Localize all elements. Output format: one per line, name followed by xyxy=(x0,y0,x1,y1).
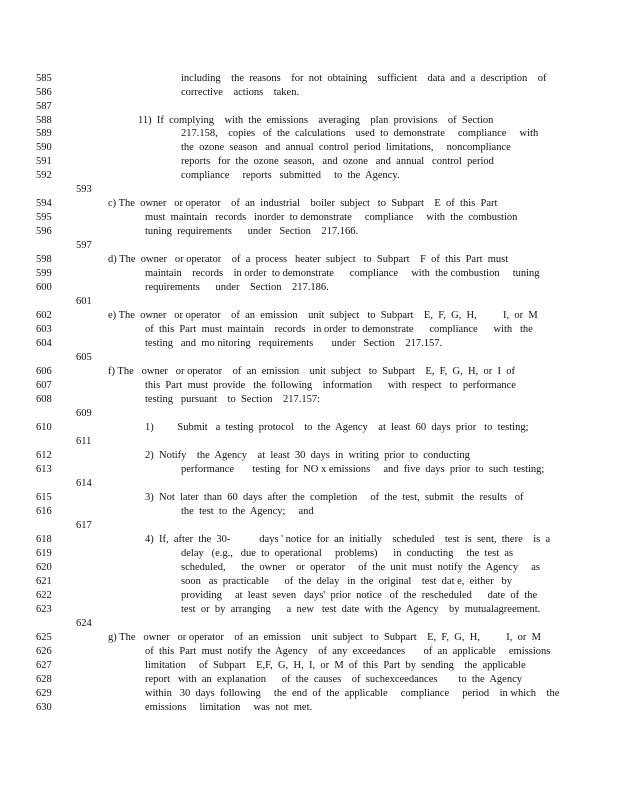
line-text-607: this Part must provide the following information with respect to performance xyxy=(145,380,516,391)
line-text-625: g) The owner or operator of an emission unit subject to Subpart E, F, G, H, I, or M xyxy=(108,632,541,643)
line-number-596: 596 xyxy=(36,226,52,237)
line-number-614: 614 xyxy=(76,478,92,489)
line-number-597: 597 xyxy=(76,240,92,251)
line-text-619: delay (e.g., due to operational problems) in conducting the test as xyxy=(181,548,514,559)
line-text-620: scheduled, the owner or operator of the unit must notify the Agency as xyxy=(181,562,540,573)
line-number-612: 612 xyxy=(36,450,52,461)
line-number-622: 622 xyxy=(36,590,52,601)
line-number-623: 623 xyxy=(36,604,52,615)
line-number-595: 595 xyxy=(36,212,52,223)
line-number-587: 587 xyxy=(36,101,52,112)
line-text-592: compliance reports submitted to the Agency. xyxy=(181,170,400,181)
line-text-618: 4) If, after the 30- days ' notice for an initially scheduled test is sent, there is a xyxy=(145,534,551,545)
line-text-589: 217.158, copies of the calculations used to demonstrate compliance with xyxy=(181,128,539,139)
line-number-589: 589 xyxy=(36,128,52,139)
line-text-598: d) The owner or operator of a process heater subject to Subpart F of this Part must xyxy=(108,254,509,265)
line-number-624: 624 xyxy=(76,618,92,629)
line-number-620: 620 xyxy=(36,562,52,573)
line-text-585: including the reasons for not obtaining sufficient data and a description of xyxy=(181,73,547,84)
line-number-606: 606 xyxy=(36,366,52,377)
line-number-601: 601 xyxy=(76,296,92,307)
line-number-629: 629 xyxy=(36,688,52,699)
line-text-627: limitation of Subpart E,F, G, H, I, or M of this Part by sending the applicable xyxy=(145,660,526,671)
line-number-603: 603 xyxy=(36,324,52,335)
line-number-616: 616 xyxy=(36,506,52,517)
line-text-596: tuning requirements under Section 217.166. xyxy=(145,226,359,237)
line-number-602: 602 xyxy=(36,310,52,321)
line-number-610: 610 xyxy=(36,422,52,433)
line-text-610: 1) Submit a testing protocol to the Agency at least 60 days prior to testing; xyxy=(145,422,529,433)
line-number-625: 625 xyxy=(36,632,52,643)
line-number-593: 593 xyxy=(76,184,92,195)
line-text-626: of this Part must notify the Agency of any exceedances of an applicable emissions xyxy=(145,646,551,657)
line-text-603: of this Part must maintain records in order to demonstrate compliance with the xyxy=(145,324,533,335)
line-number-592: 592 xyxy=(36,170,52,181)
line-text-591: reports for the ozone season, and ozone and annual control period xyxy=(181,156,494,167)
line-text-615: 3) Not later than 60 days after the completion of the test, submit the results of xyxy=(145,492,524,503)
line-text-621: soon as practicable of the delay in the original test dat e, either by xyxy=(181,576,512,587)
line-text-623: test or by arranging a new test date with the Agency by mutualagreement. xyxy=(181,604,541,615)
line-text-612: 2) Notify the Agency at least 30 days in writing prior to conducting xyxy=(145,450,470,461)
line-number-599: 599 xyxy=(36,268,52,279)
line-number-590: 590 xyxy=(36,142,52,153)
line-number-630: 630 xyxy=(36,702,52,713)
line-text-616: the test to the Agency; and xyxy=(181,506,314,517)
line-text-628: report with an explanation of the causes of suchexceedances to the Agency xyxy=(145,674,523,685)
line-number-594: 594 xyxy=(36,198,52,209)
line-number-586: 586 xyxy=(36,87,52,98)
line-text-613: performance testing for NO x emissions and five days prior to such testing; xyxy=(181,464,545,475)
line-number-605: 605 xyxy=(76,352,92,363)
line-text-599: maintain records in order to demonstrate compliance with the combustion tuning xyxy=(145,268,540,279)
line-text-622: providing at least seven days' prior notice of the rescheduled date of the xyxy=(181,590,538,601)
line-text-586: corrective actions taken. xyxy=(181,87,300,98)
line-number-609: 609 xyxy=(76,408,92,419)
line-number-608: 608 xyxy=(36,394,52,405)
line-number-604: 604 xyxy=(36,338,52,349)
line-number-618: 618 xyxy=(36,534,52,545)
line-number-627: 627 xyxy=(36,660,52,671)
line-number-588: 588 xyxy=(36,115,52,126)
line-text-608: testing pursuant to Section 217.157: xyxy=(145,394,320,405)
line-number-619: 619 xyxy=(36,548,52,559)
line-number-607: 607 xyxy=(36,380,52,391)
line-number-628: 628 xyxy=(36,674,52,685)
line-text-590: the ozone season and annual control period limitations, noncompliance xyxy=(181,142,511,153)
line-text-594: c) The owner or operator of an industrial boiler subject to Subpart E of this Part xyxy=(108,198,498,209)
line-number-585: 585 xyxy=(36,73,52,84)
line-number-611: 611 xyxy=(76,436,92,447)
line-text-602: e) The owner or operator of an emission unit subject to Subpart E, F, G, H, I, or M xyxy=(108,310,538,321)
line-text-600: requirements under Section 217.186. xyxy=(145,282,329,293)
line-number-626: 626 xyxy=(36,646,52,657)
line-number-617: 617 xyxy=(76,520,92,531)
line-text-588: 11) If complying with the emissions averaging plan provisions of Section xyxy=(138,115,494,126)
line-number-591: 591 xyxy=(36,156,52,167)
line-number-621: 621 xyxy=(36,576,52,587)
line-number-613: 613 xyxy=(36,464,52,475)
line-text-606: f) The owner or operator of an emission unit subject to Subpart E, F, G, H, or I of xyxy=(108,366,515,377)
line-text-630: emissions limitation was not met. xyxy=(145,702,313,713)
line-number-600: 600 xyxy=(36,282,52,293)
line-number-615: 615 xyxy=(36,492,52,503)
line-number-598: 598 xyxy=(36,254,52,265)
line-text-604: testing and mo nitoring requirements under Section 217.157. xyxy=(145,338,443,349)
line-text-595: must maintain records inorder to demonstrate compliance with the combustion xyxy=(145,212,518,223)
line-text-629: within 30 days following the end of the applicable compliance period in which the xyxy=(145,688,560,699)
